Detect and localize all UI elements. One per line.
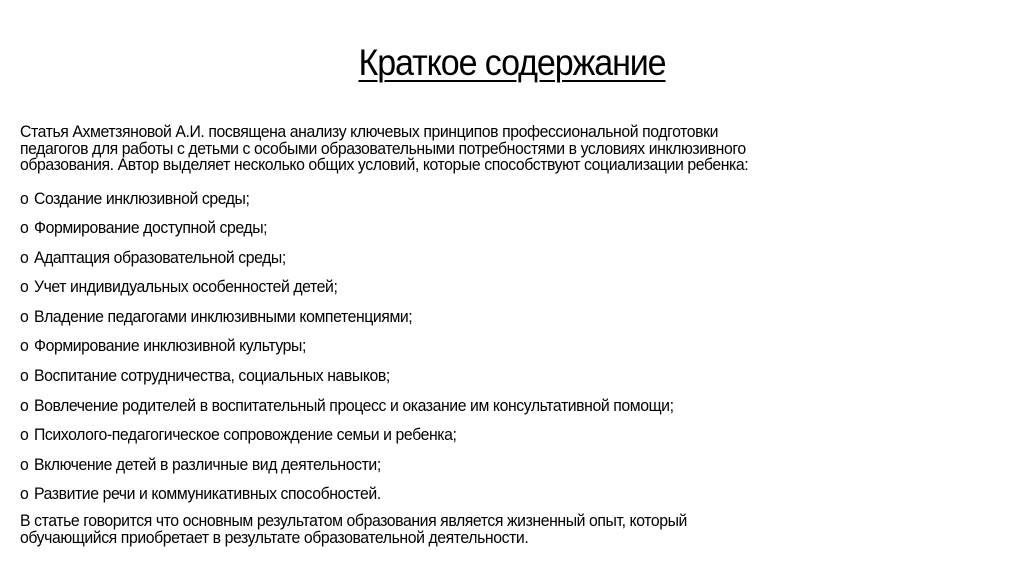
- bullet-circle-icon: o: [20, 336, 29, 356]
- list-item: [20, 272, 941, 302]
- intro-paragraph: [20, 124, 1010, 174]
- bullet-circle-icon: o: [20, 218, 29, 238]
- list-item-text: Владение педагогами инклюзивными компетенциями;: [33, 306, 413, 326]
- list-item: [20, 420, 941, 450]
- bullet-circle-icon: o: [20, 425, 29, 445]
- list-item: [20, 391, 941, 421]
- bullet-circle-icon: o: [20, 484, 29, 504]
- list-item: [20, 331, 941, 361]
- list-item-text: Воспитание сотрудничества, социальных навыков;: [33, 366, 390, 386]
- intro-line: педагогов для работы с детьми с особыми образовательными потребностями в условиях инклюзивного: [20, 138, 746, 158]
- bullet-circle-icon: o: [20, 454, 29, 474]
- list-item-text: Адаптация образовательной среды;: [33, 247, 286, 267]
- bullet-circle-icon: o: [20, 247, 29, 267]
- bullet-circle-icon: o: [20, 277, 29, 297]
- conclusion-line: обучающийся приобретает в результате образовательной деятельности.: [20, 527, 529, 547]
- list-item: [20, 184, 941, 214]
- list-item-text: Включение детей в различные вид деятельности;: [33, 454, 381, 474]
- list-item: [20, 302, 941, 332]
- intro-line: образования. Автор выделяет несколько общих условий, которые способствуют социализации ребенка:: [20, 155, 749, 174]
- list-item-text: Развитие речи и коммуникативных способностей.: [33, 484, 381, 504]
- list-item-text: Формирование доступной среды;: [33, 218, 268, 238]
- list-item: [20, 213, 941, 243]
- conclusion-paragraph: [20, 513, 1010, 546]
- list-item: [20, 243, 941, 273]
- list-item: [20, 450, 941, 480]
- conclusion-line: В статье говорится что основным результатом образования является жизненный опыт, который: [20, 511, 687, 531]
- bullet-circle-icon: o: [20, 188, 29, 208]
- list-item-text: Формирование инклюзивной культуры;: [33, 336, 306, 356]
- bullet-circle-icon: o: [20, 395, 29, 415]
- list-item: [20, 479, 941, 509]
- intro-line: Статья Ахметзяновой А.И. посвящена анализу ключевых принципов профессиональной подготовки: [20, 122, 719, 141]
- list-item: [20, 361, 941, 391]
- list-item-text: Создание инклюзивной среды;: [33, 188, 250, 208]
- bullet-circle-icon: o: [20, 306, 29, 326]
- slide-body: [20, 124, 1010, 546]
- list-item-text: Психолого-педагогическое сопровождение семьи и ребенка;: [33, 425, 457, 445]
- bullet-circle-icon: o: [20, 366, 29, 386]
- slide-title: Краткое содержание: [358, 42, 666, 83]
- bullet-list: [20, 184, 1010, 510]
- list-item-text: Учет индивидуальных особенностей детей;: [33, 277, 338, 297]
- list-item-text: Вовлечение родителей в воспитательный процесс и оказание им консультативной помощи;: [33, 395, 674, 415]
